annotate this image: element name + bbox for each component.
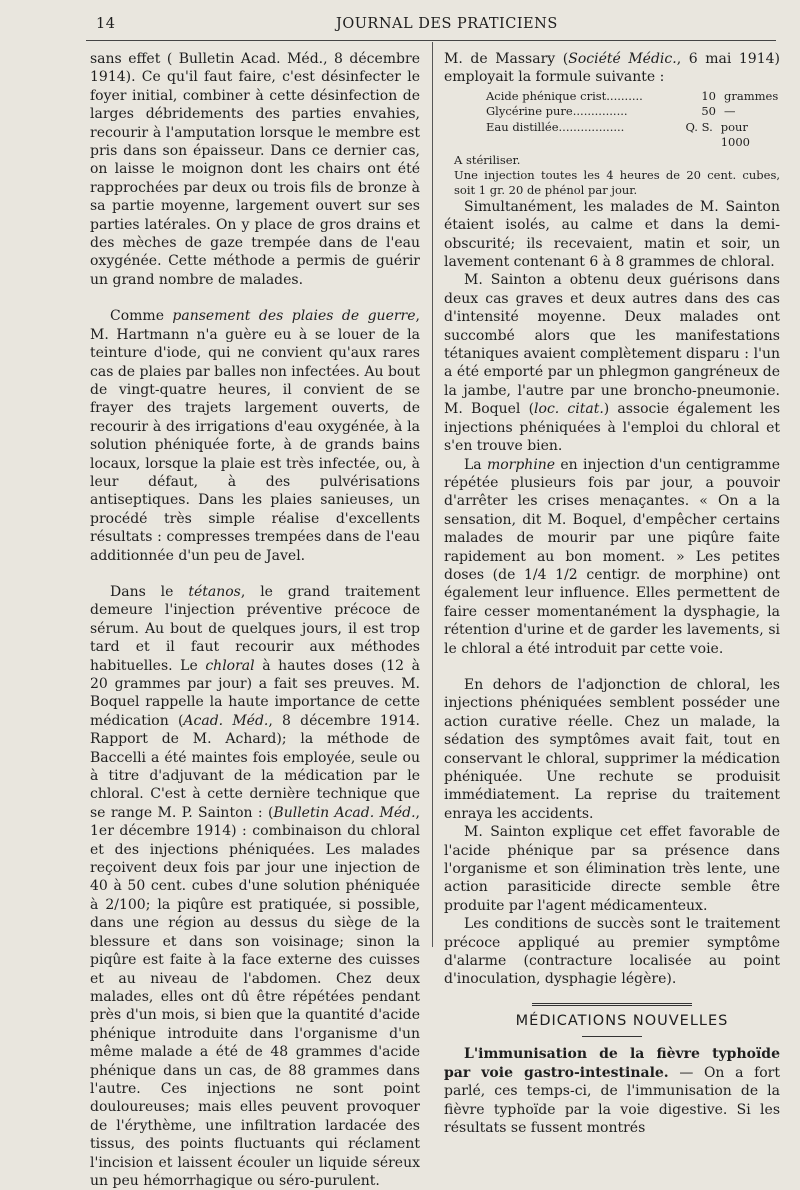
article-paragraph: L'immunisation de la fièvre typhoïde par voie gastro-intestinale. — On a fort parlé, ces temps-ci, de l'immunisation de la fièvre typhoïde par la voie digestive. Si les résultats se fussent montrés [444, 1046, 780, 1136]
formula-notes [444, 153, 780, 198]
right-column [444, 50, 780, 1137]
italic-term: pansement des plaies de guerre [172, 308, 416, 325]
sterilize-note: A stériliser. [454, 152, 521, 167]
italic-citation: loc. citat. [534, 401, 604, 418]
article-title: L'immunisation de la fièvre typhoïde par voie gastro-intestinale. [444, 1046, 780, 1081]
left-paragraph-1: sans effet ( Bulletin Acad. Méd., 8 décembre 1914). Ce qu'il faut faire, c'est désinfecter le foyer initial, combiner à cette désinfection de larges débridements des parties envahies, recourir à l'amputation lorsque le membre est pris dans son épaisseur. Dans ce dernier cas, on laisse le moignon dont les chairs ont été rapprochées par deux ou trois fils de bronze à sa partie moyenne, largement ouvert sur ses parties latérales. On y place de gros drains et des mèches de gaze trempée dans de l'eau oxygénée. Cette méthode a permis de guérir un grand nombre de malades. [90, 51, 420, 288]
right-paragraph-1: Simultanément, les malades de M. Sainton étaient isolés, au calme et dans la demi-obscurité; ils recevaient, matin et soir, un lavement contenant 6 à 8 grammes de chloral. [444, 198, 780, 271]
italic-citation: Société Médic. [568, 51, 677, 67]
italic-citation: Bulletin Acad. Méd. [273, 804, 416, 821]
prescription-formula [444, 89, 780, 151]
journal-title: JOURNAL DES PRATICIENS [336, 16, 558, 32]
header-rule [86, 40, 776, 41]
right-paragraph-6: Les conditions de succès sont le traitement précoce appliqué au premier symptôme d'alarme (contracture localisée au point d'inoculation, dysphagie légère). [444, 916, 780, 988]
italic-citation: Acad. Méd. [183, 712, 269, 729]
left-column [90, 50, 420, 1190]
formula-row: Acide phénique crist.......... 10 grammes [486, 88, 779, 103]
page-number: 14 [96, 16, 116, 32]
section-title: MÉDICATIONS NOUVELLES [515, 1012, 729, 1029]
italic-term: tétanos [188, 583, 241, 600]
formula-intro: M. de Massary (Société Médic., 6 mai 1914) employait la formule suivante : [444, 51, 780, 86]
section-rule-bottom [582, 1036, 642, 1037]
left-paragraph-2: Comme pansement des plaies de guerre, M. Hartmann n'a guère eu à se louer de la teinture d'iode, qui ne convient qu'aux rares cas de plaies par balles non infectées. Au bout de vingt-quatre heures, il convient de se frayer des trajets largement ouverts, de recourir à des irrigations d'eau oxygénée, à la solution phéniquée forte, à de grands bains locaux, lorsque la plaie est très infectée, ou, à leur défaut, à des pulvérisations antiseptiques. Dans les plaies sanieuses, un procédé très simple réalise d'excellents résultats : compresses trempées dans de l'eau additionnée d'un peu de Javel. [90, 308, 420, 564]
italic-term: chloral [205, 657, 255, 674]
right-paragraph-4: En dehors de l'adjonction de chloral, les injections phéniquées semblent posséder une action curative réelle. Chez un malade, la sédation des symptômes avait fait, tout en conservant le chloral, supprimer la médication phéniquée. Une rechute se produisit immédiatement. La reprise du traitement enraya les accidents. [444, 676, 780, 822]
right-paragraph-5: M. Sainton explique cet effet favorable de l'acide phénique par sa présence dans l'organisme et son élimination très lente, une action parasiticide directe semble être produite par l'agent médicamenteux. [444, 824, 780, 914]
formula-row: Glycérine pure............... 50 — [486, 104, 736, 119]
injection-note: Une injection toutes les 4 heures de 20 cent. cubes, soit 1 gr. 20 de phénol par jour. [454, 167, 780, 197]
italic-term: morphine [486, 456, 556, 473]
running-header [96, 16, 768, 38]
section-rule-top [532, 1003, 692, 1006]
right-paragraph-2: M. Sainton a obtenu deux guérisons dans deux cas graves et deux autres dans des cas d'intensité moyenne. Deux malades ont succombé alors que les manifestations tétaniques avaient complètement disparu : l'un a été emporté par un phlegmon gangréneux de la jambe, l'autre par une broncho-pneumonie. M. Boquel (loc. citat.) associe également les injections phéniquées à l'emploi du chloral et s'en trouve bien. [444, 272, 780, 455]
column-divider [432, 42, 433, 947]
left-paragraph-3: Dans le tétanos, le grand traitement demeure l'injection préventive précoce de sérum. Au bout de quelques jours, il est trop tard et il faut recourir aux méthodes habituelles. Le chloral à hautes doses (12 à 20 grammes par jour) a fait ses preuves. M. Boquel rappelle la haute importance de cette médication (Acad. Méd., 8 décembre 1914. Rapport de M. Achard); la méthode de Baccelli a été maintes fois employée, seule ou à titre d'adjuvant de la médication par le chloral. C'est à cette dernière technique que se range M. P. Sainton : (Bulletin Acad. Méd., 1er décembre 1914) : combinaison du chloral et des injections phéniquées. Les malades reçoivent deux fois par jour une injection de 40 à 50 cent. cubes d'une solution phéniquée à 2/100; la piqûre est pratiquée, si possible, dans une région au dessus du siège de la blessure et dans son voisinage; sinon la piqûre est faite à la face externe des cuisses et au niveau de l'abdomen. Chez deux malades, elles ont dû être répétées pendant près d'un mois, si bien que la quantité d'acide phénique introduite dans l'organisme d'un même malade a été de 48 grammes d'acide phénique dans un cas, de 88 grammes dans l'autre. Ces injections ne sont point douloureuses; mais elles peuvent provoquer de l'érythème, une infiltration lardacée des tissus, des points fluctuants qui réclament l'incision et laissent écouler un liquide séreux un peu hémorrhagique ou séro-purulent. [90, 583, 420, 1189]
right-paragraph-3: La morphine en injection d'un centigramme répétée plusieurs fois par jour, a pouvoir d'arrêter les crises menaçantes. « On a la sensation, dit M. Boquel, d'empêcher certains malades de mourir par une piqûre faite rapidement au bon moment. » Les petites doses (de 1/4 1/2 centigr. de morphine) ont également leur influence. Elles permettent de faire cesser momentanément la dysphagie, la rétention d'urine et de garder les lavements, si le chloral a été introduit par cette voie. [444, 456, 780, 657]
formula-row: Eau distillée.................. Q. S. pour 1000 [486, 119, 751, 150]
